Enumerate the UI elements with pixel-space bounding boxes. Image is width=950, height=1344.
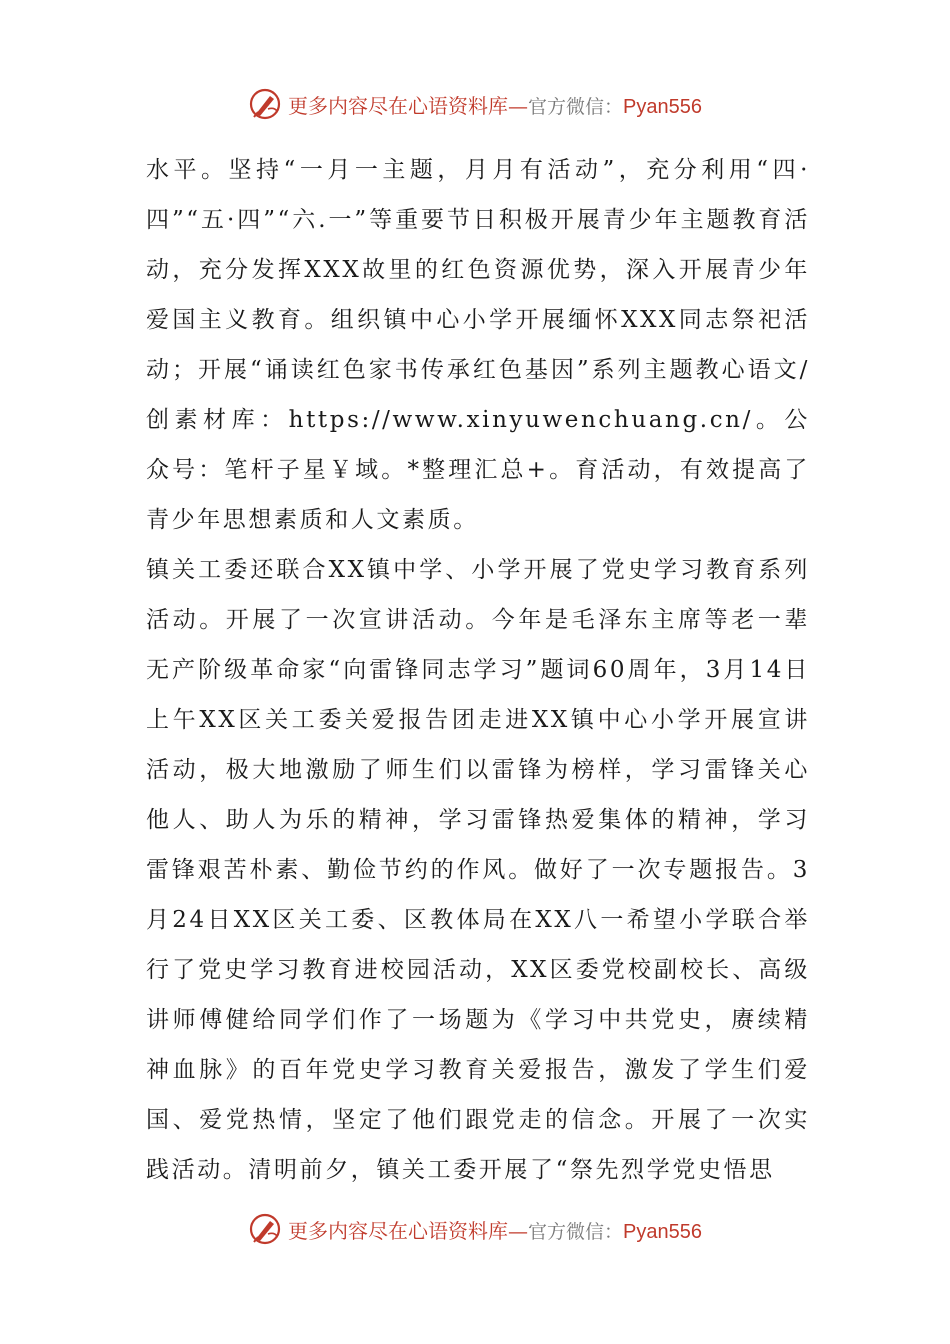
banner-wechat-label: 官方微信： [528, 95, 624, 118]
body-paragraph-2: 镇关工委还联合XX镇中学、小学开展了党史学习教育系列活动。开展了一次宣讲活动。今年是毛泽东主席等老一辈无产阶级革命家“向雷锋同志学习”题词60周年，3月14日上午XX区关工委关爱报告团走进XX镇中心小学开展宣讲活动，极大地激励了师生们以雷锋为榜样，学习雷锋关心他人、助人为乐的精神，学习雷锋热爱集体的精神，学习雷锋艰苦朴素、勤俭节约的作风。做好了一次专题报告。3月24日XX区关工委、区教体局在XX八一希望小学联合举行了党史学习教育进校园活动，XX区委党校副校长、高级讲师傅健给同学们作了一场题为《学习中共党史，赓续精神血脉》的百年党史学习教育关爱报告，激发了学生们爱国、爱党热情，坚定了他们跟党走的信念。开展了一次实践活动。清明前夕，镇关工委开展了“祭先烈学党史悟思 [146, 557, 810, 1183]
banner-text [288, 90, 702, 119]
banner-site-text: 更多内容尽在心语资料库 [288, 1218, 508, 1243]
banner-dash: — [508, 93, 528, 118]
header-banner [0, 82, 950, 126]
banner-text [288, 1215, 702, 1244]
pen-logo-icon [248, 87, 282, 121]
banner-wechat-id: Pyan556 [623, 95, 702, 118]
document-body [146, 145, 810, 1195]
banner-dash: — [508, 1218, 528, 1243]
body-paragraph-1: 水平。坚持“一月一主题，月月有活动”，充分利用“四·四”“五·四”“六.一”等重要节日积极开展青少年主题教育活动，充分发挥XXX故里的红色资源优势，深入开展青少年爱国主义教育。组织镇中心小学开展缅怀XXX同志祭祀活动；开展“诵读红色家书传承红色基因”系列主题教心语文/创素材库：https://www.xinyuwenchuang.cn/。公众号：笔杆子星￥域。*整理汇总+。育活动，有效提高了青少年思想素质和人文素质。 [146, 157, 810, 533]
footer-banner [0, 1207, 950, 1251]
banner-wechat-label: 官方微信： [528, 1220, 624, 1243]
banner-wechat-id: Pyan556 [623, 1220, 702, 1243]
pen-logo-icon [248, 1212, 282, 1246]
banner-site-text: 更多内容尽在心语资料库 [288, 93, 508, 118]
